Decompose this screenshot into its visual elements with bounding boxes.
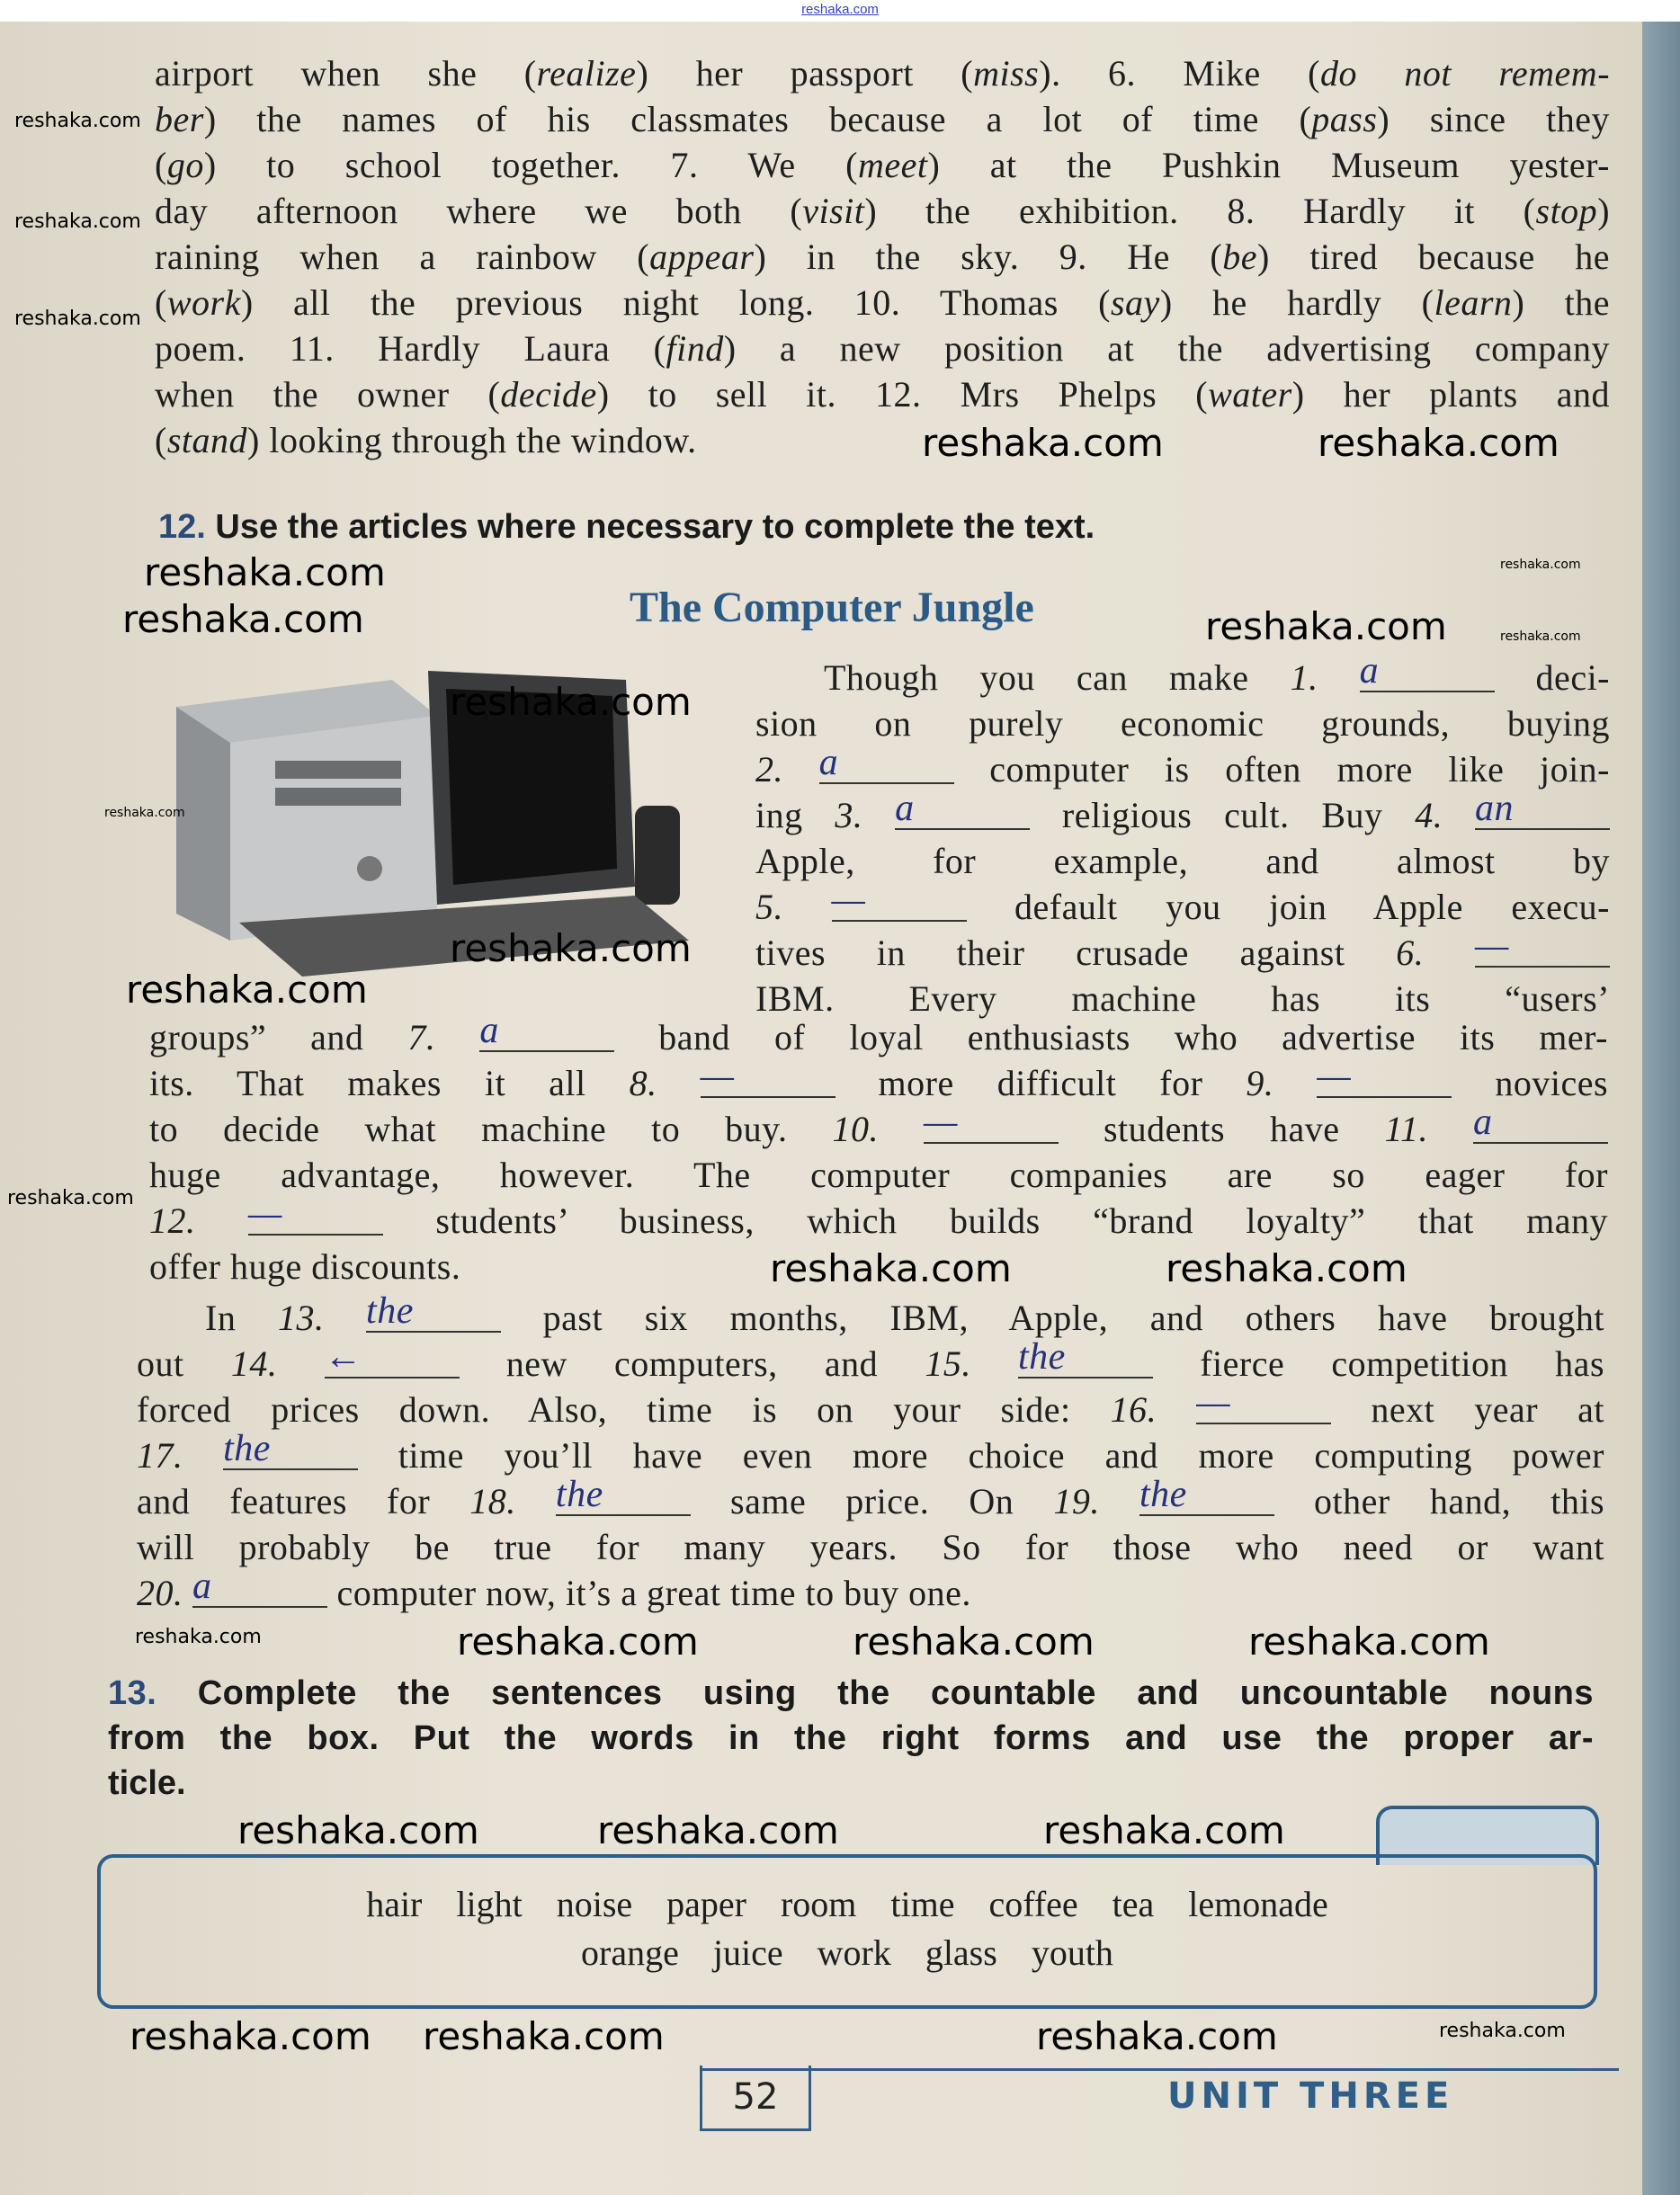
answer-blank[interactable] <box>366 1295 501 1333</box>
verb-prompt: stop <box>1535 191 1598 231</box>
answer-blank[interactable] <box>819 746 954 784</box>
handwritten-answer: the <box>223 1432 271 1469</box>
text-line: raining when a rainbow (appear) in the sky. 9. He (be) tired because he <box>155 236 1610 277</box>
answer-blank[interactable] <box>832 884 967 922</box>
handwritten-answer: the <box>555 1478 603 1515</box>
page-number: 52 <box>700 2066 811 2131</box>
drive-bay <box>275 761 401 779</box>
answer-blank[interactable] <box>895 792 1030 830</box>
text-line: IBM. Every machine has its “users’ <box>755 978 1610 1019</box>
word-box-row: orange juice work glass youth <box>581 1932 1113 1973</box>
watermark: reshaka.com <box>14 308 141 330</box>
blank-number: 2. <box>755 749 819 790</box>
verb-prompt: miss <box>973 53 1040 94</box>
tower-side <box>176 707 230 941</box>
text-line: to decide what machine to buy. 10. — students have 11. a <box>149 1106 1608 1152</box>
blank-number: 11. <box>1384 1109 1474 1149</box>
blank-number: 16. <box>1110 1389 1197 1430</box>
watermark: reshaka.com <box>122 597 364 641</box>
speaker <box>635 806 680 905</box>
answer-blank[interactable] <box>223 1432 358 1470</box>
verb-prompt: work <box>166 282 241 323</box>
answer-blank[interactable] <box>192 1570 327 1608</box>
text-line: offer huge discounts. <box>149 1246 461 1287</box>
blank-number: 13. <box>277 1298 367 1338</box>
text-line: (go) to school together. 7. We (meet) at the Pushkin Museum yester- <box>155 145 1610 185</box>
text-line: will probably be true for many years. So for those who need or want <box>137 1527 1604 1567</box>
watermark: reshaka.com <box>457 1619 699 1664</box>
answer-blank[interactable] <box>479 1014 614 1052</box>
handwritten-answer: the <box>1139 1478 1187 1515</box>
exercise-11-text <box>155 50 1610 463</box>
watermark: reshaka.com <box>135 1626 262 1648</box>
blank-number: 18. <box>469 1481 556 1521</box>
verb-prompt: learn <box>1434 282 1513 323</box>
handwritten-answer: the <box>366 1295 414 1332</box>
exercise-number: 12. <box>158 508 206 546</box>
watermark: reshaka.com <box>770 1246 1012 1290</box>
answer-blank[interactable] <box>701 1060 836 1098</box>
watermark: reshaka.com <box>126 968 368 1012</box>
answer-blank[interactable] <box>1018 1341 1153 1379</box>
tower-front <box>230 716 437 941</box>
instruction-line: ticle. <box>108 1764 186 1802</box>
watermark: reshaka.com <box>1500 558 1581 572</box>
exercise-12-paragraph-2 <box>137 1295 1604 1616</box>
verb-prompt: realize <box>536 53 637 94</box>
text-line: tives in their crusade against 6. — <box>755 930 1610 976</box>
blank-number: 7. <box>407 1017 480 1057</box>
blank-number: 15. <box>925 1343 1019 1384</box>
handwritten-answer: — <box>1196 1387 1231 1423</box>
blank-number: 8. <box>629 1063 701 1103</box>
text-line: 5. — default you join Apple execu- <box>755 884 1610 930</box>
text-line: 2. a computer is often more like join- <box>755 746 1610 792</box>
watermark: reshaka.com <box>1248 1619 1490 1664</box>
text-line: and features for 18. the same price. On 19. the other hand, this <box>137 1478 1604 1524</box>
text-line: Apple, for example, and almost by <box>755 841 1610 881</box>
verb-prompt: say <box>1110 282 1160 323</box>
blank-number: 6. <box>1396 932 1475 973</box>
handwritten-answer: the <box>1018 1341 1066 1378</box>
verb-prompt: ber <box>155 99 204 139</box>
verb-prompt: be <box>1222 236 1257 277</box>
watermark: reshaka.com <box>853 1619 1095 1664</box>
watermark: reshaka.com <box>14 210 141 233</box>
watermark: reshaka.com <box>450 680 692 724</box>
answer-blank[interactable] <box>924 1106 1059 1144</box>
text-title: The Computer Jungle <box>630 584 1034 631</box>
watermark: reshaka.com <box>1500 629 1581 644</box>
handwritten-answer: — <box>700 1060 735 1097</box>
answer-blank[interactable] <box>325 1341 460 1379</box>
text-line: ber) the names of his classmates because a lot of time (pass) since they <box>155 99 1610 139</box>
verb-prompt: decide <box>500 374 597 415</box>
answer-blank[interactable] <box>248 1198 383 1236</box>
page-edge <box>1642 22 1680 2195</box>
handwritten-answer: a <box>192 1570 212 1607</box>
watermark: reshaka.com <box>1043 1808 1285 1852</box>
text-line: groups” and 7. a band of loyal enthusiasts who advertise its mer- <box>149 1014 1608 1060</box>
answer-blank[interactable] <box>1317 1060 1452 1098</box>
watermark: reshaka.com <box>1439 2020 1566 2042</box>
verb-prompt: go <box>166 145 204 185</box>
answer-blank[interactable] <box>1139 1478 1274 1516</box>
handwritten-answer: an <box>1475 792 1515 829</box>
text-line: (work) all the previous night long. 10. Thomas (say) he hardly (learn) the <box>155 282 1610 323</box>
blank-number: 10. <box>832 1109 924 1149</box>
watermark: reshaka.com <box>1318 421 1559 465</box>
handwritten-answer: — <box>1317 1060 1352 1097</box>
text-line: out 14. ← new computers, and 15. the fierce competition has <box>137 1341 1604 1387</box>
blank-number: 4. <box>1415 795 1476 835</box>
text-line: forced prices down. Also, time is on your side: 16. — next year at <box>137 1387 1604 1432</box>
text-line: 20. a computer now, it’s a great time to buy one. <box>137 1570 1604 1616</box>
blank-number: 5. <box>755 887 832 927</box>
handwritten-answer: — <box>1475 930 1509 967</box>
watermark: reshaka.com <box>597 1808 839 1852</box>
watermark: reshaka.com <box>1166 1246 1407 1290</box>
text-line: In 13. the past six months, IBM, Apple, and others have brought <box>137 1295 1604 1341</box>
blank-number: 19. <box>1053 1481 1139 1521</box>
text-line: sion on purely economic grounds, buying <box>755 703 1610 744</box>
top-bar <box>0 0 1680 22</box>
watermark: reshaka.com <box>1205 604 1447 648</box>
verb-prompt: water <box>1208 374 1292 415</box>
verb-prompt: do not remem- <box>1319 53 1610 94</box>
text-line: poem. 11. Hardly Laura (find) a new position at the advertising company <box>155 328 1610 369</box>
handwritten-answer: — <box>831 884 866 921</box>
watermark: reshaka.com <box>922 421 1164 465</box>
answer-blank[interactable] <box>1475 792 1610 830</box>
watermark: reshaka.com <box>450 926 692 970</box>
verb-prompt: visit <box>802 191 865 231</box>
unit-label: UNIT THREE <box>1167 2075 1454 2117</box>
verb-prompt: pass <box>1311 99 1378 139</box>
text-line: 12. — students’ business, which builds “brand loyalty” that many <box>149 1198 1608 1244</box>
text-line: airport when she (realize) her passport (miss). 6. Mike (do not remem- <box>155 53 1610 94</box>
watermark: reshaka.com <box>423 2014 665 2058</box>
watermark: reshaka.com <box>144 550 386 594</box>
handwritten-answer: a <box>479 1014 499 1051</box>
blank-number: 14. <box>230 1343 325 1384</box>
handwritten-answer: — <box>247 1198 282 1235</box>
blank-number: 9. <box>1246 1063 1318 1103</box>
blank-number: 20. <box>137 1573 192 1613</box>
text-line: day afternoon where we both (visit) the exhibition. 8. Hardly it (stop) <box>155 191 1610 231</box>
answer-blank[interactable] <box>1360 655 1495 692</box>
blank-number: 3. <box>835 795 896 835</box>
exercise-13-heading <box>108 1671 1594 1806</box>
text-line: Though you can make 1. a deci- <box>755 655 1610 700</box>
text-line: (stand) looking through the window. <box>155 420 697 460</box>
watermark: reshaka.com <box>1036 2014 1278 2058</box>
footer-rule <box>701 2068 1619 2071</box>
answer-blank[interactable] <box>1475 930 1610 968</box>
handwritten-answer: a <box>895 792 915 829</box>
word-box <box>97 1854 1597 2009</box>
watermark: reshaka.com <box>104 806 185 820</box>
handwritten-answer: a <box>818 746 839 783</box>
verb-prompt: meet <box>857 145 928 185</box>
word-box-row: hair light noise paper room time coffee tea lemonade <box>366 1884 1328 1924</box>
blank-number: 12. <box>149 1200 248 1241</box>
answer-blank[interactable] <box>556 1478 691 1516</box>
exercise-12-column <box>755 655 1610 1022</box>
text-line: its. That makes it all 8. — more difficult for 9. — novices <box>149 1060 1608 1106</box>
handwritten-answer: ← <box>324 1341 363 1378</box>
exercise-number: 13. <box>108 1674 157 1712</box>
instruction-line: from the box. Put the words in the right forms and use the proper ar- <box>108 1719 1594 1757</box>
power-button-icon <box>357 856 382 881</box>
watermark: reshaka.com <box>7 1187 134 1209</box>
blank-number: 17. <box>137 1435 224 1476</box>
instruction-line: Complete the sentences using the countable and uncountable nouns <box>197 1674 1594 1712</box>
handwritten-answer: a <box>1473 1106 1493 1143</box>
exercise-instruction: Use the articles where necessary to complete the text. <box>215 508 1095 546</box>
text-line: when the owner (decide) to sell it. 12. Mrs Phelps (water) her plants and <box>155 374 1610 415</box>
watermark: reshaka.com <box>237 1808 479 1852</box>
site-link[interactable]: reshaka.com <box>801 2 879 17</box>
text-line: huge advantage, however. The computer companies are so eager for <box>149 1155 1608 1195</box>
blank-number: 1. <box>1290 657 1360 698</box>
watermark: reshaka.com <box>14 110 141 132</box>
drive-bay <box>275 788 401 806</box>
text-line: 17. the time you’ll have even more choice and more computing power <box>137 1432 1604 1478</box>
verb-prompt: stand <box>166 420 248 460</box>
answer-blank[interactable] <box>1473 1106 1608 1144</box>
verb-prompt: appear <box>649 236 755 277</box>
handwritten-answer: a <box>1359 655 1380 692</box>
handwritten-answer: — <box>924 1106 958 1143</box>
answer-blank[interactable] <box>1196 1387 1331 1424</box>
verb-prompt: find <box>666 328 724 369</box>
exercise-12-heading <box>158 508 1095 547</box>
text-line: ing 3. a religious cult. Buy 4. an <box>755 792 1610 838</box>
watermark: reshaka.com <box>130 2014 371 2058</box>
